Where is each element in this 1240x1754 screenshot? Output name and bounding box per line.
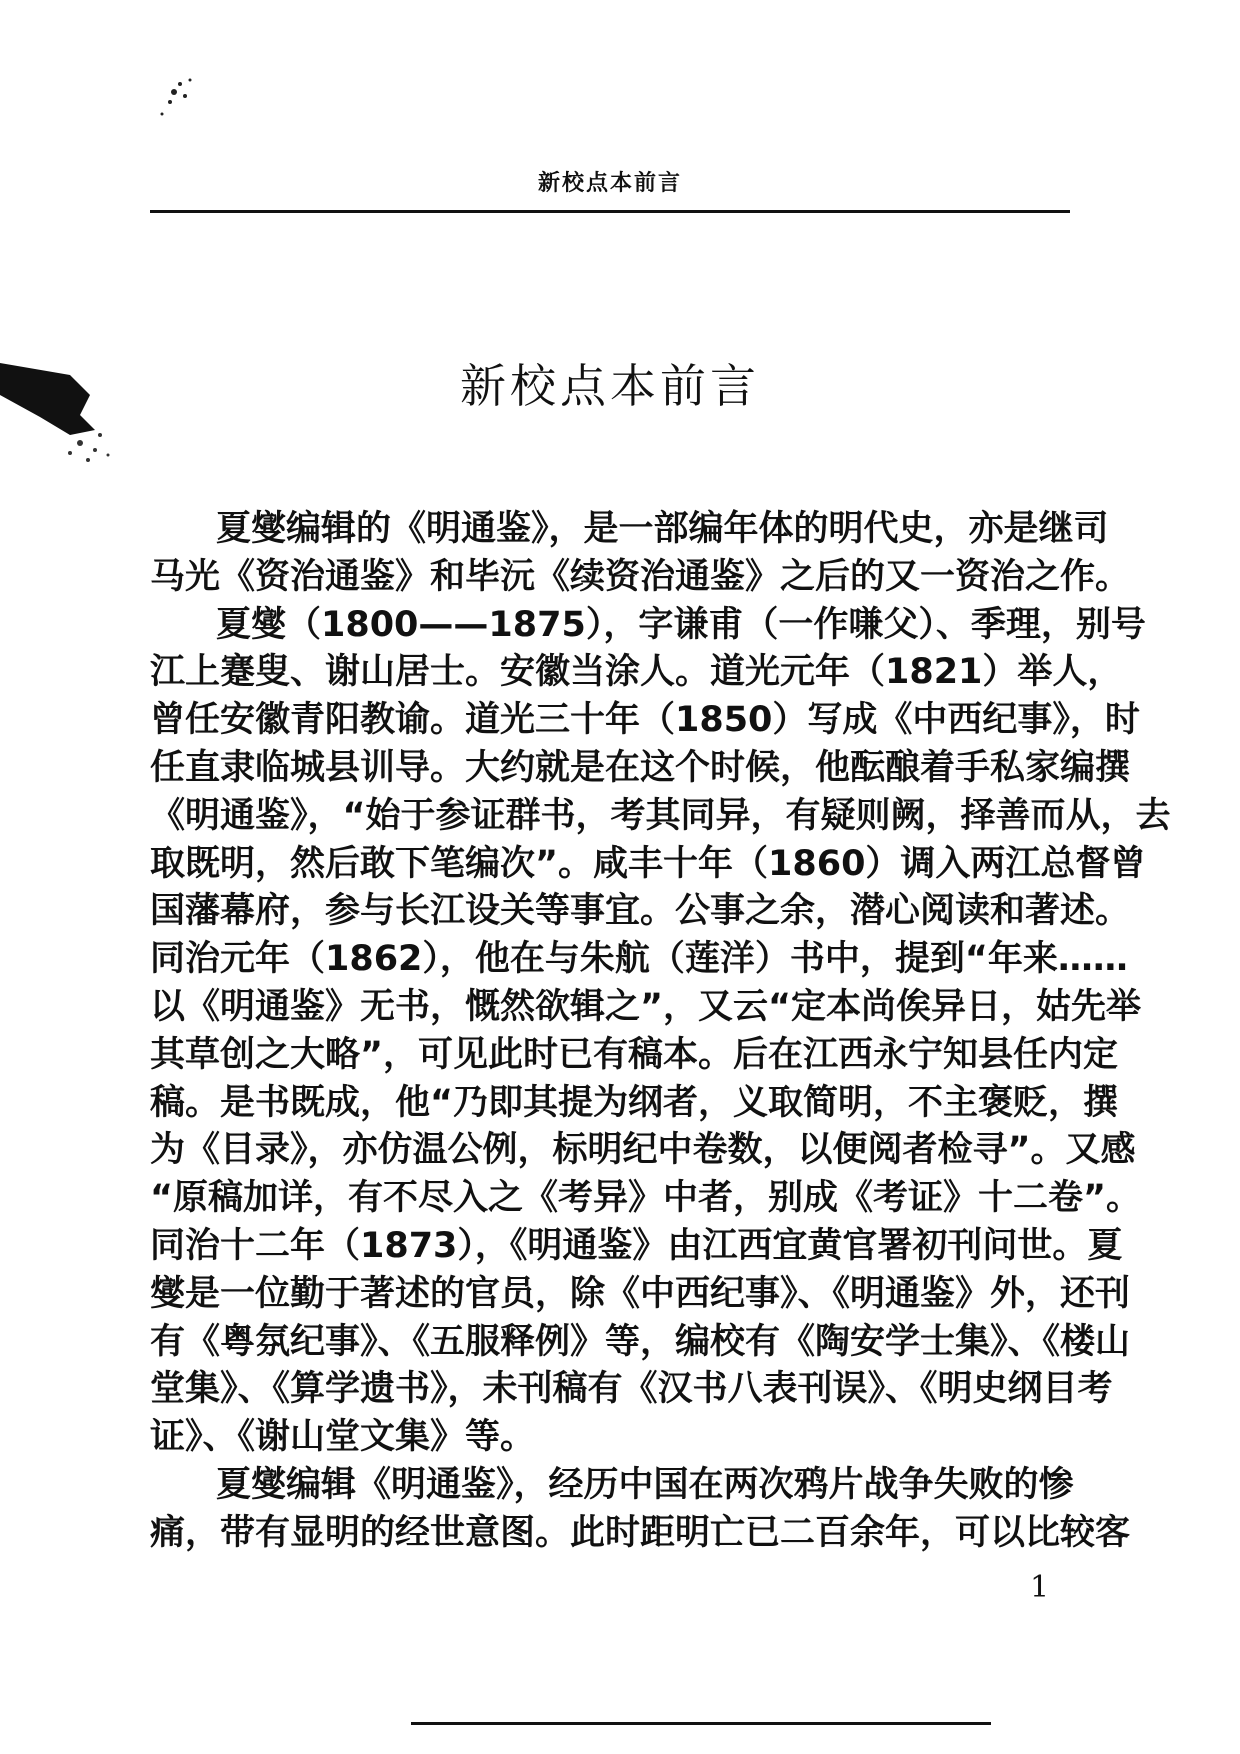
text-line: 夏燮（1800——1875），字谦甫（一作嗛父）、季理，别号 xyxy=(216,604,1146,645)
text-line: 《明通鉴》，“始于参证群书，考其同异，有疑则阙，择善而从，去 xyxy=(150,795,1171,836)
scan-smudge-top xyxy=(150,70,210,130)
text-line: 为《目录》，亦仿温公例，标明纪中卷数，以便阅者检寻”。又感 xyxy=(150,1130,1136,1171)
body-text xyxy=(150,506,1171,1558)
text-line: 同治元年（1862），他在与朱航（莲洋）书中，提到“年来…… xyxy=(150,939,1128,980)
text-line: 稿。是书既成，他“乃即其提为纲者，义取简明，不主褒贬，撰 xyxy=(150,1082,1119,1123)
text-line: 国藩幕府，参与长江设关等事宜。公事之余，潜心阅读和著述。 xyxy=(150,891,1131,932)
text-line: 同治十二年（1873），《明通鉴》由江西宜黄官署初刊问世。夏 xyxy=(150,1225,1123,1266)
text-line: 任直隶临城县训导。大约就是在这个时候，他酝酿着手私家编撰 xyxy=(150,747,1131,788)
text-line: 痛，带有显明的经世意图。此时距明亡已二百余年，可以比较客 xyxy=(150,1512,1131,1553)
text-line: 有《粤氛纪事》、《五服释例》等，编校有《陶安学士集》、《楼山 xyxy=(150,1321,1131,1362)
text-line: 堂集》、《算学遗书》，未刊稿有《汉书八表刊误》、《明史纲目考 xyxy=(150,1369,1113,1410)
text-line: 江上蹇叟、谢山居士。安徽当涂人。道光元年（1821）举人， xyxy=(150,652,1123,693)
text-line: 曾任安徽青阳教谕。道光三十年（1850）写成《中西纪事》，时 xyxy=(150,700,1140,741)
text-line: 证》、《谢山堂文集》等。 xyxy=(150,1417,536,1458)
text-line: 其草创之大略”，可见此时已有稿本。后在江西永宁知县任内定 xyxy=(150,1034,1119,1075)
text-line: 以《明通鉴》无书，慨然欲辑之”，又云“定本尚俟异日，姑先举 xyxy=(150,986,1142,1027)
header-rule xyxy=(150,210,1070,213)
text-line: 夏燮编辑的《明通鉴》，是一部编年体的明代史，亦是继司 xyxy=(216,509,1109,549)
text-line: “原稿加详，有不尽入之《考异》中者，别成《考证》十二卷”。 xyxy=(150,1178,1142,1219)
page-title: 新校点本前言 xyxy=(460,359,760,413)
text-line: 夏燮编辑《明通鉴》，经历中国在两次鸦片战争失败的惨 xyxy=(216,1464,1074,1505)
text-line: 燮是一位勤于著述的官员，除《中西纪事》、《明通鉴》外，还刊 xyxy=(150,1273,1131,1314)
scan-smudge-left xyxy=(0,355,125,475)
bottom-scan-line xyxy=(411,1722,991,1725)
text-line: 马光《资治通鉴》和毕沅《续资治通鉴》之后的又一资治之作。 xyxy=(150,556,1131,597)
running-head: 新校点本前言 xyxy=(537,170,682,196)
text-line: 取既明，然后敢下笔编次”。咸丰十年（1860）调入两江总督曾 xyxy=(150,843,1146,884)
page-number: 1 xyxy=(1030,1570,1050,1605)
